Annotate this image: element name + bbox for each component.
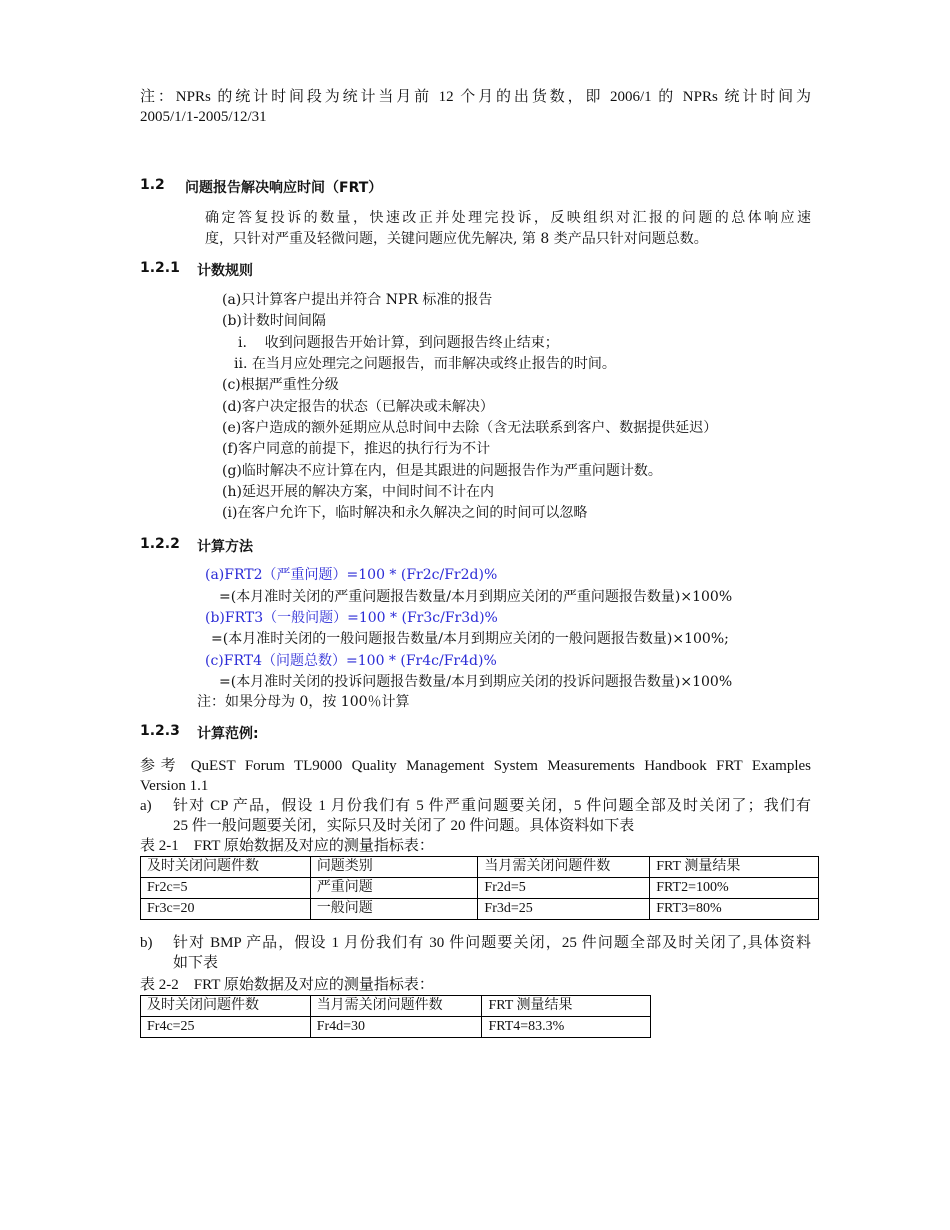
reference-line1: 参考 QuEST Forum TL9000 Quality Management System Measurements Handbook FRT Examples xyxy=(140,758,811,774)
table-cell: Fr3d=25 xyxy=(478,899,650,920)
table2-caption: 表 2-2 FRT 原始数据及对应的测量指标表： xyxy=(140,977,434,993)
table-cell: Fr4d=30 xyxy=(310,1017,482,1038)
table-cell: Fr2c=5 xyxy=(141,878,311,899)
rule-item: (f)客户同意的前提下，推迟的执行行为不计 xyxy=(222,441,491,457)
table-cell: FRT4=83.3% xyxy=(482,1017,651,1038)
rule-item: (h)延迟开展的解决方案，中间时间不计在内 xyxy=(222,484,494,500)
rule-item: (g)临时解决不应计算在内，但是其跟进的问题报告作为严重问题计数。 xyxy=(222,463,662,479)
table-header-cell: 问题类别 xyxy=(310,857,478,878)
formula-frt3-description: =(本月准时关闭的一般问题报告数量/本月到期应关闭的一般问题报告数量)×100%; xyxy=(211,631,729,647)
table-row xyxy=(141,899,819,920)
example-a-line1: 针对 CP 产品，假设 1 月份我们有 5 件严重问题要关闭，5 件问题全部及时关闭了；我们有 xyxy=(173,798,811,814)
formula-frt2: (a)FRT2（严重问题）=100 * (Fr2c/Fr2d)% xyxy=(205,567,498,583)
note-top-line1: 注：NPRs 的统计时间段为统计当月前 12 个月的出货数，即 2006/1 的 NPRs 统计时间为 xyxy=(140,89,811,105)
reference-line2: Version 1.1 xyxy=(140,778,209,794)
subsection-number: 1.2.1 xyxy=(140,260,180,276)
subsection-number: 1.2.2 xyxy=(140,536,180,552)
rule-item: (c)根据严重性分级 xyxy=(222,377,339,393)
section-title: 问题报告解决响应时间（FRT） xyxy=(185,180,383,196)
section-description-line2: 度，只针对严重及轻微问题，关键问题应优先解决, 第 8 类产品只针对问题总数。 xyxy=(205,231,708,247)
table-header-cell: FRT 测量结果 xyxy=(482,996,651,1017)
formula-note: 注：如果分母为 0，按 100％计算 xyxy=(197,694,410,710)
formula-frt3: (b)FRT3（一般问题）=100 * (Fr3c/Fr3d)% xyxy=(205,610,498,626)
formula-frt4-description: =(本月准时关闭的投诉问题报告数量/本月到期应关闭的投诉问题报告数量)×100% xyxy=(219,674,733,690)
subsection-title: 计数规则 xyxy=(197,263,253,279)
table-cell: Fr3c=20 xyxy=(141,899,311,920)
table-header-cell: 当月需关闭问题件数 xyxy=(478,857,650,878)
rule-item: (e)客户造成的额外延期应从总时间中去除（含无法联系到客户、数据提供延迟） xyxy=(222,420,718,436)
table-cell: 一般问题 xyxy=(310,899,478,920)
example-b-line1: 针对 BMP 产品，假设 1 月份我们有 30 件问题要关闭，25 件问题全部及时关闭了,具体资料 xyxy=(173,935,811,951)
table-header-cell: FRT 测量结果 xyxy=(650,857,819,878)
table-row xyxy=(141,878,819,899)
section-number: 1.2 xyxy=(140,177,165,193)
note-top-line2: 2005/1/1-2005/12/31 xyxy=(140,109,267,125)
rule-item: (d)客户决定报告的状态（已解决或未解决） xyxy=(222,399,494,415)
rule-subitem: i. 收到问题报告开始计算，到问题报告终止结束； xyxy=(238,335,559,351)
section-description-line1: 确定答复投诉的数量，快速改正并处理完投诉，反映组织对汇报的问题的总体响应速 xyxy=(205,210,811,226)
table-cell: 严重问题 xyxy=(310,878,478,899)
table-cell: Fr4c=25 xyxy=(141,1017,311,1038)
table-header-cell: 当月需关闭问题件数 xyxy=(310,996,482,1017)
table-cell: FRT3=80% xyxy=(650,899,819,920)
frt-table-1 xyxy=(140,856,819,920)
example-b-label: b) xyxy=(140,935,153,951)
subsection-title: 计算范例: xyxy=(197,726,259,742)
table-header-row xyxy=(141,857,819,878)
rule-item: (a)只计算客户提出并符合 NPR 标准的报告 xyxy=(222,292,493,308)
formula-frt4: (c)FRT4（问题总数）=100 * (Fr4c/Fr4d)% xyxy=(205,653,497,669)
table-header-cell: 及时关闭问题件数 xyxy=(141,996,311,1017)
formula-frt2-description: =(本月准时关闭的严重问题报告数量/本月到期应关闭的严重问题报告数量)×100% xyxy=(219,589,733,605)
table-header-row xyxy=(141,996,651,1017)
rule-item: (i)在客户允许下，临时解决和永久解决之间的时间可以忽略 xyxy=(222,505,588,521)
rule-subitem: ii. 在当月应处理完之问题报告，而非解决或终止报告的时间。 xyxy=(234,356,616,372)
example-a-line2: 25 件一般问题要关闭，实际只及时关闭了 20 件问题。具体资料如下表 xyxy=(173,818,635,834)
table-cell: Fr2d=5 xyxy=(478,878,650,899)
table-row xyxy=(141,1017,651,1038)
rule-item: (b)计数时间间隔 xyxy=(222,313,326,329)
example-b-line2: 如下表 xyxy=(173,955,219,971)
subsection-title: 计算方法 xyxy=(197,539,253,555)
table-header-cell: 及时关闭问题件数 xyxy=(141,857,311,878)
table1-caption: 表 2-1 FRT 原始数据及对应的测量指标表： xyxy=(140,838,434,854)
frt-table-2 xyxy=(140,995,651,1038)
example-a-label: a) xyxy=(140,798,152,814)
table-cell: FRT2=100% xyxy=(650,878,819,899)
subsection-number: 1.2.3 xyxy=(140,723,180,739)
